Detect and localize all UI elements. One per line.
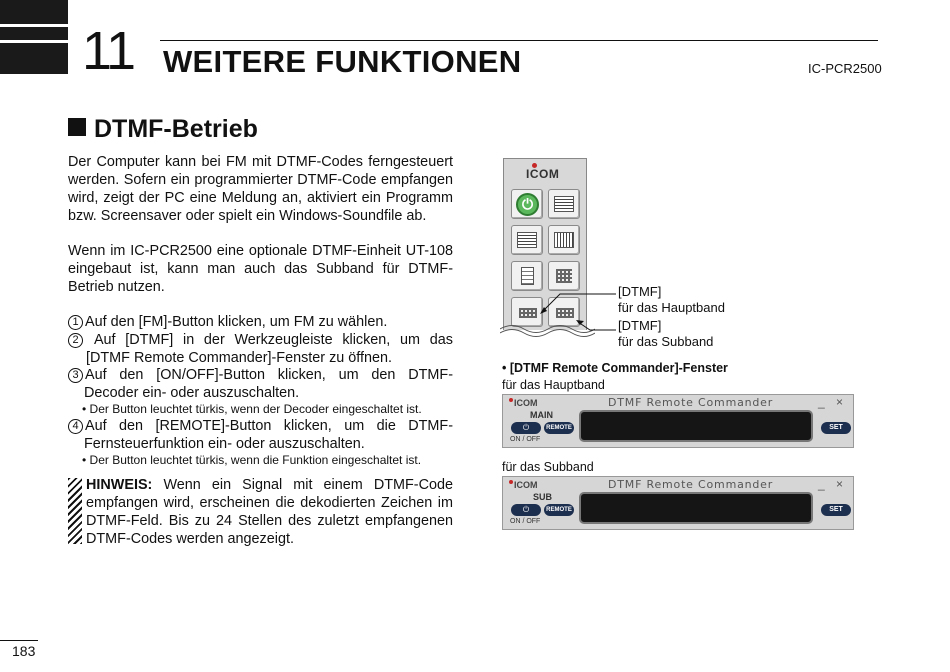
step-text: Auf den [ON/OFF]-Button klicken, um den DTMF-Decoder ein- oder auszuschalten.	[84, 367, 453, 401]
sub-band-label: für das Subband	[502, 460, 594, 474]
footer-rule	[0, 640, 38, 641]
dtmf-window-sub	[502, 476, 854, 530]
window-title: DTMF Remote Commander	[608, 396, 774, 409]
header-rule	[160, 40, 878, 41]
band-label: SUB	[533, 492, 553, 502]
step-number: 3	[68, 368, 83, 383]
window-title: DTMF Remote Commander	[608, 478, 774, 491]
document-icon	[521, 267, 534, 285]
set-button[interactable]: SET	[821, 504, 851, 516]
callout-sub-label: [DTMF]	[618, 318, 662, 333]
icom-logo-dot-icon	[509, 398, 513, 402]
on-off-label: ON / OFF	[510, 518, 541, 525]
on-off-label: ON / OFF	[510, 436, 541, 443]
section-heading-text: DTMF-Betrieb	[94, 115, 258, 143]
hint-label: HINWEIS:	[86, 477, 153, 493]
step-text: Auf den [REMOTE]-Button klicken, um die DTMF-Fernsteuerfunktion ein- oder auszuschalten.	[84, 418, 453, 452]
remote-button[interactable]: REMOTE	[544, 422, 574, 434]
step-2	[68, 331, 453, 367]
toolbar-power-button[interactable]	[511, 189, 543, 219]
step-3	[68, 366, 453, 402]
keypad-icon	[556, 269, 572, 283]
on-off-button[interactable]: ⏻	[511, 422, 541, 434]
list-icon	[554, 196, 574, 212]
step-text: Auf den [FM]-Button klicken, um FM zu wählen.	[85, 314, 388, 330]
icom-logo-dot-icon	[509, 480, 513, 484]
hint-text: Wenn ein Signal mit einem DTMF-Code empfangen wird, erscheinen die dekodierten Zeichen im DTMF-Feld. Bis zu 24 Stellen des zuletzt empfangenen DTMF-Codes werden angezeigt.	[86, 477, 453, 547]
on-off-button[interactable]: ⏻	[511, 504, 541, 516]
toolbar-display-button[interactable]	[548, 225, 580, 255]
window-caption: • [DTMF Remote Commander]-Fenster	[502, 361, 728, 375]
subband-paragraph: Wenn im IC-PCR2500 eine optionale DTMF-Einheit UT-108 eingebaut ist, kann man auch das Subband für DTMF-Betrieb nutzen.	[68, 243, 453, 295]
band-label: MAIN	[530, 410, 553, 420]
toolbar-memory-button[interactable]	[511, 225, 543, 255]
step-1	[68, 313, 453, 331]
chapter-title: WEITERE FUNKTIONEN	[163, 44, 522, 79]
callout-main	[618, 284, 725, 316]
step-4-note: • Der Button leuchtet türkis, wenn die Funktion eingeschaltet ist.	[82, 453, 422, 467]
power-icon: ⏻	[516, 193, 539, 216]
window-controls[interactable]: _ ×	[817, 395, 847, 409]
toolbar-document-button[interactable]	[511, 261, 543, 291]
chapter-tab-marker	[0, 0, 68, 74]
window-controls[interactable]: _ ×	[817, 477, 847, 491]
callout-lines	[530, 290, 620, 340]
section-heading	[68, 115, 258, 144]
remote-button[interactable]: REMOTE	[544, 504, 574, 516]
toolbar-keypad-button[interactable]	[548, 261, 580, 291]
display-icon	[554, 232, 574, 248]
hint-hatch-icon	[68, 478, 82, 544]
main-band-label: für das Hauptband	[502, 378, 605, 392]
callout-main-label: [DTMF]	[618, 284, 662, 299]
step-number: 2	[68, 333, 83, 348]
square-bullet-icon	[68, 118, 86, 136]
toolbar-list-button[interactable]	[548, 189, 580, 219]
window-logo: ICOM	[509, 480, 538, 490]
memory-icon	[517, 232, 537, 248]
callout-main-desc: für das Hauptband	[618, 300, 725, 315]
hint-block	[86, 476, 453, 548]
step-4	[68, 417, 453, 453]
page-number: 183	[12, 643, 36, 659]
dtmf-display	[579, 492, 813, 524]
callout-sub-desc: für das Subband	[618, 334, 714, 349]
step-3-note: • Der Button leuchtet türkis, wenn der Decoder eingeschaltet ist.	[82, 402, 422, 416]
step-number: 1	[68, 315, 83, 330]
set-button[interactable]: SET	[821, 422, 851, 434]
chapter-number: 11	[82, 21, 135, 81]
dtmf-window-main	[502, 394, 854, 448]
callout-sub	[618, 318, 713, 350]
window-logo: ICOM	[509, 398, 538, 408]
step-text: Auf [DTMF] in der Werkzeugleiste klicken, um das [DTMF Remote Commander]-Fenster zu öffnen.	[86, 332, 453, 366]
toolbar-logo: ICOM	[526, 167, 560, 181]
intro-paragraph: Der Computer kann bei FM mit DTMF-Codes ferngesteuert werden. Sofern ein programmierter DTMF-Code empfangen wird, zeigt der PC eine Meldung an, aktiviert ein Programm bzw. Screensaver oder spielt ein Windows-Soundfile ab.	[68, 154, 453, 224]
dtmf-display	[579, 410, 813, 442]
step-number: 4	[68, 419, 83, 434]
model-label: IC-PCR2500	[808, 61, 882, 76]
